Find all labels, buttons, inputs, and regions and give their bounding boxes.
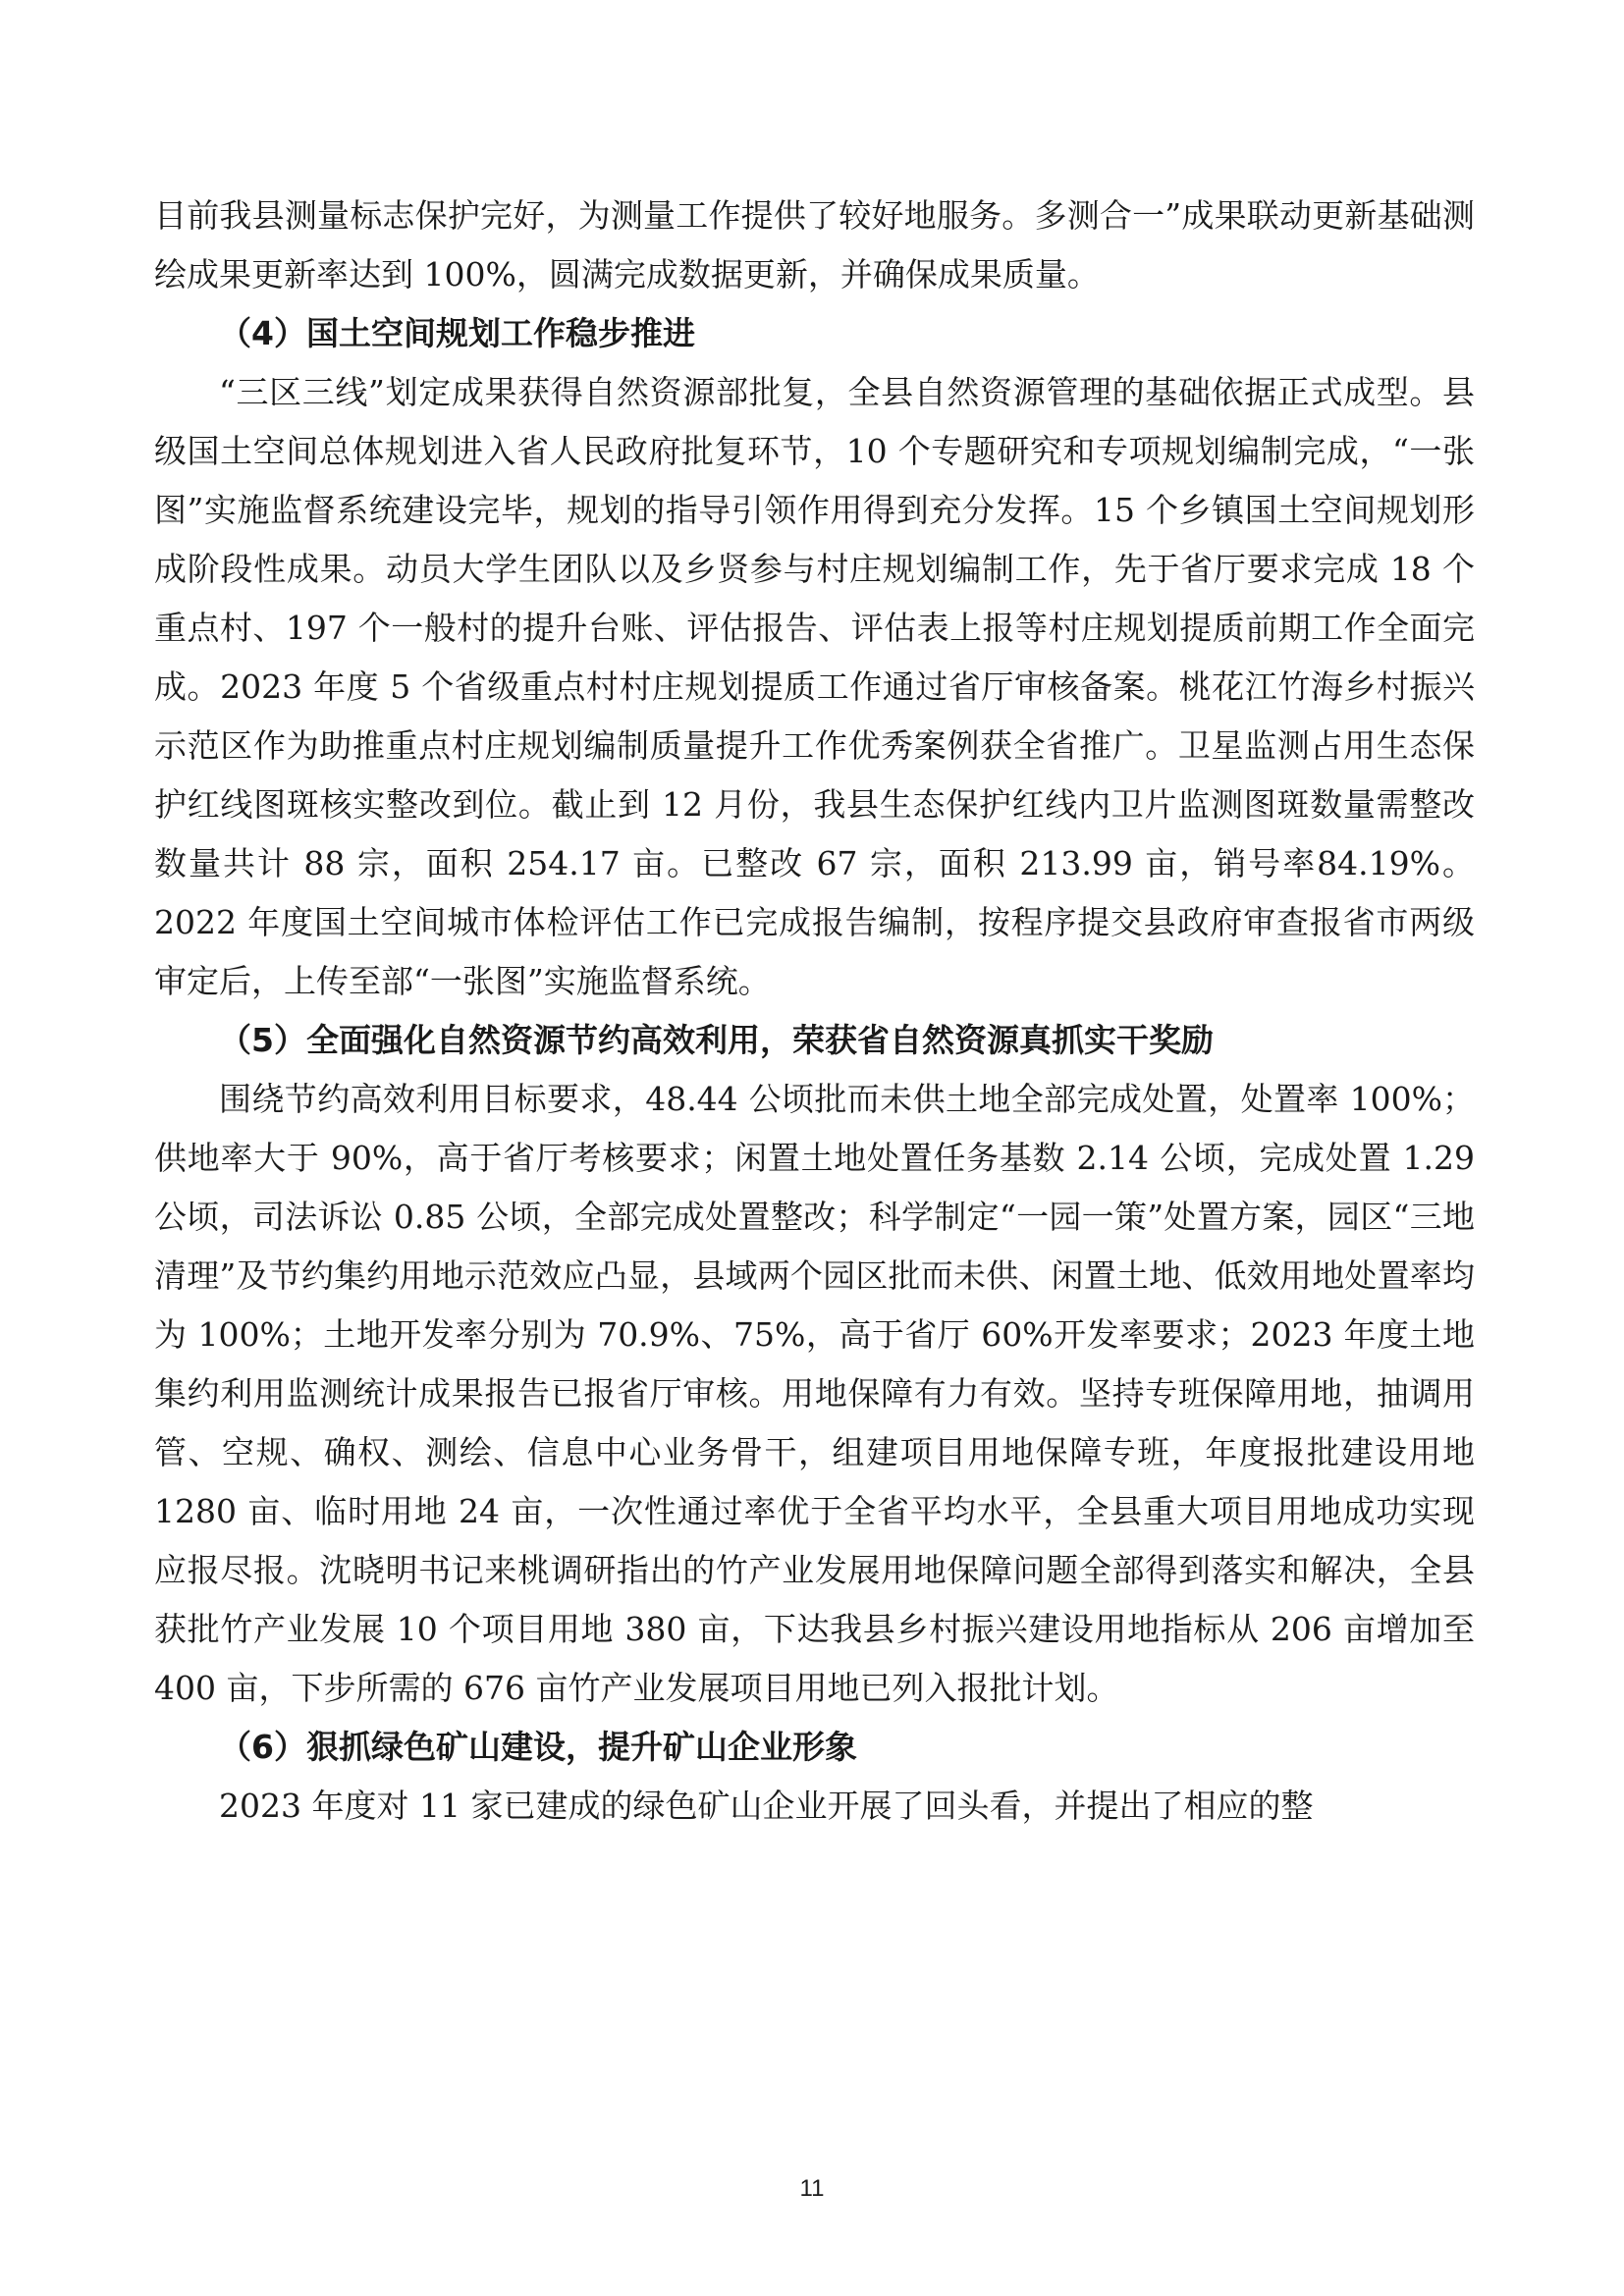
section-4-heading: （4）国土空间规划工作稳步推进 [219, 314, 695, 352]
section-6-paragraph: 2023 年度对 11 家已建成的绿色矿山企业开展了回头看，并提出了相应的整 [219, 1787, 1314, 1825]
section-6-heading: （6）狠抓绿色矿山建设，提升矿山企业形象 [219, 1728, 857, 1766]
page-number: 11 [799, 2175, 825, 2202]
section-4-paragraph: “三区三线”划定成果获得自然资源部批复，全县自然资源管理的基础依据正式成型。县级国土空间总体规划进入省人民政府批复环节，10 个专题研究和专项规划编制完成，“一张图”实施监督系统建设完毕，规划的指导引领作用得到充分发挥。15 个乡镇国土空间规划形成阶段性成果。动员大学生团队以及乡贤参与村庄规划编制工作，先于省厅要求完成 18 个重点村、197 个一般村的提升台账、评估报告、评估表上报等村庄规划提质前期工作全面完成。2023 年度 5 个省级重点村村庄规划提质工作通过省厅审核备案。桃花江竹海乡村振兴示范区作为助推重点村庄规划编制质量提升工作优秀案例获全省推广。卫星监测占用生态保护红线图斑核实整改到位。截止到 12 月份，我县生态保护红线内卫片监测图斑数量需整改数量共计 88 宗，面积 254.17 亩。已整改 67 宗，面积 213.99 亩，销号率84.19%。2022 年度国土空间城市体检评估工作已完成报告编制，按程序提交县政府审查报省市两级审定后，上传至部“一张图”实施监督系统。 [154, 373, 1475, 1000]
intro-paragraph: 目前我县测量标志保护完好，为测量工作提供了较好地服务。多测合一”成果联动更新基础测绘成果更新率达到 100%，圆满完成数据更新，并确保成果质量。 [154, 196, 1475, 294]
section-5-paragraph: 围绕节约高效利用目标要求，48.44 公顷批而未供土地全部完成处置，处置率 100%；供地率大于 90%，高于省厅考核要求；闲置土地处置任务基数 2.14 公顷，完成处置 1.29 公顷，司法诉讼 0.85 公顷，全部完成处置整改；科学制定“一园一策”处置方案，园区“三地清理”及节约集约用地示范效应凸显，县域两个园区批而未供、闲置土地、低效用地处置率均为 100%；土地开发率分别为 70.9%、75%，高于省厅 60%开发率要求；2023 年度土地集约利用监测统计成果报告已报省厅审核。用地保障有力有效。坚持专班保障用地，抽调用管、空规、确权、测绘、信息中心业务骨干，组建项目用地保障专班，年度报批建设用地 1280 亩、临时用地 24 亩，一次性通过率优于全省平均水平，全县重大项目用地成功实现应报尽报。沈晓明书记来桃调研指出的竹产业发展用地保障问题全部得到落实和解决，全县获批竹产业发展 10 个项目用地 380 亩，下达我县乡村振兴建设用地指标从 206 亩增加至 400 亩，下步所需的 676 亩竹产业发展项目用地已列入报批计划。 [154, 1080, 1475, 1707]
page-content [154, 187, 1475, 1836]
section-5-heading: （5）全面强化自然资源节约高效利用，荣获省自然资源真抓实干奖励 [219, 1021, 1214, 1059]
